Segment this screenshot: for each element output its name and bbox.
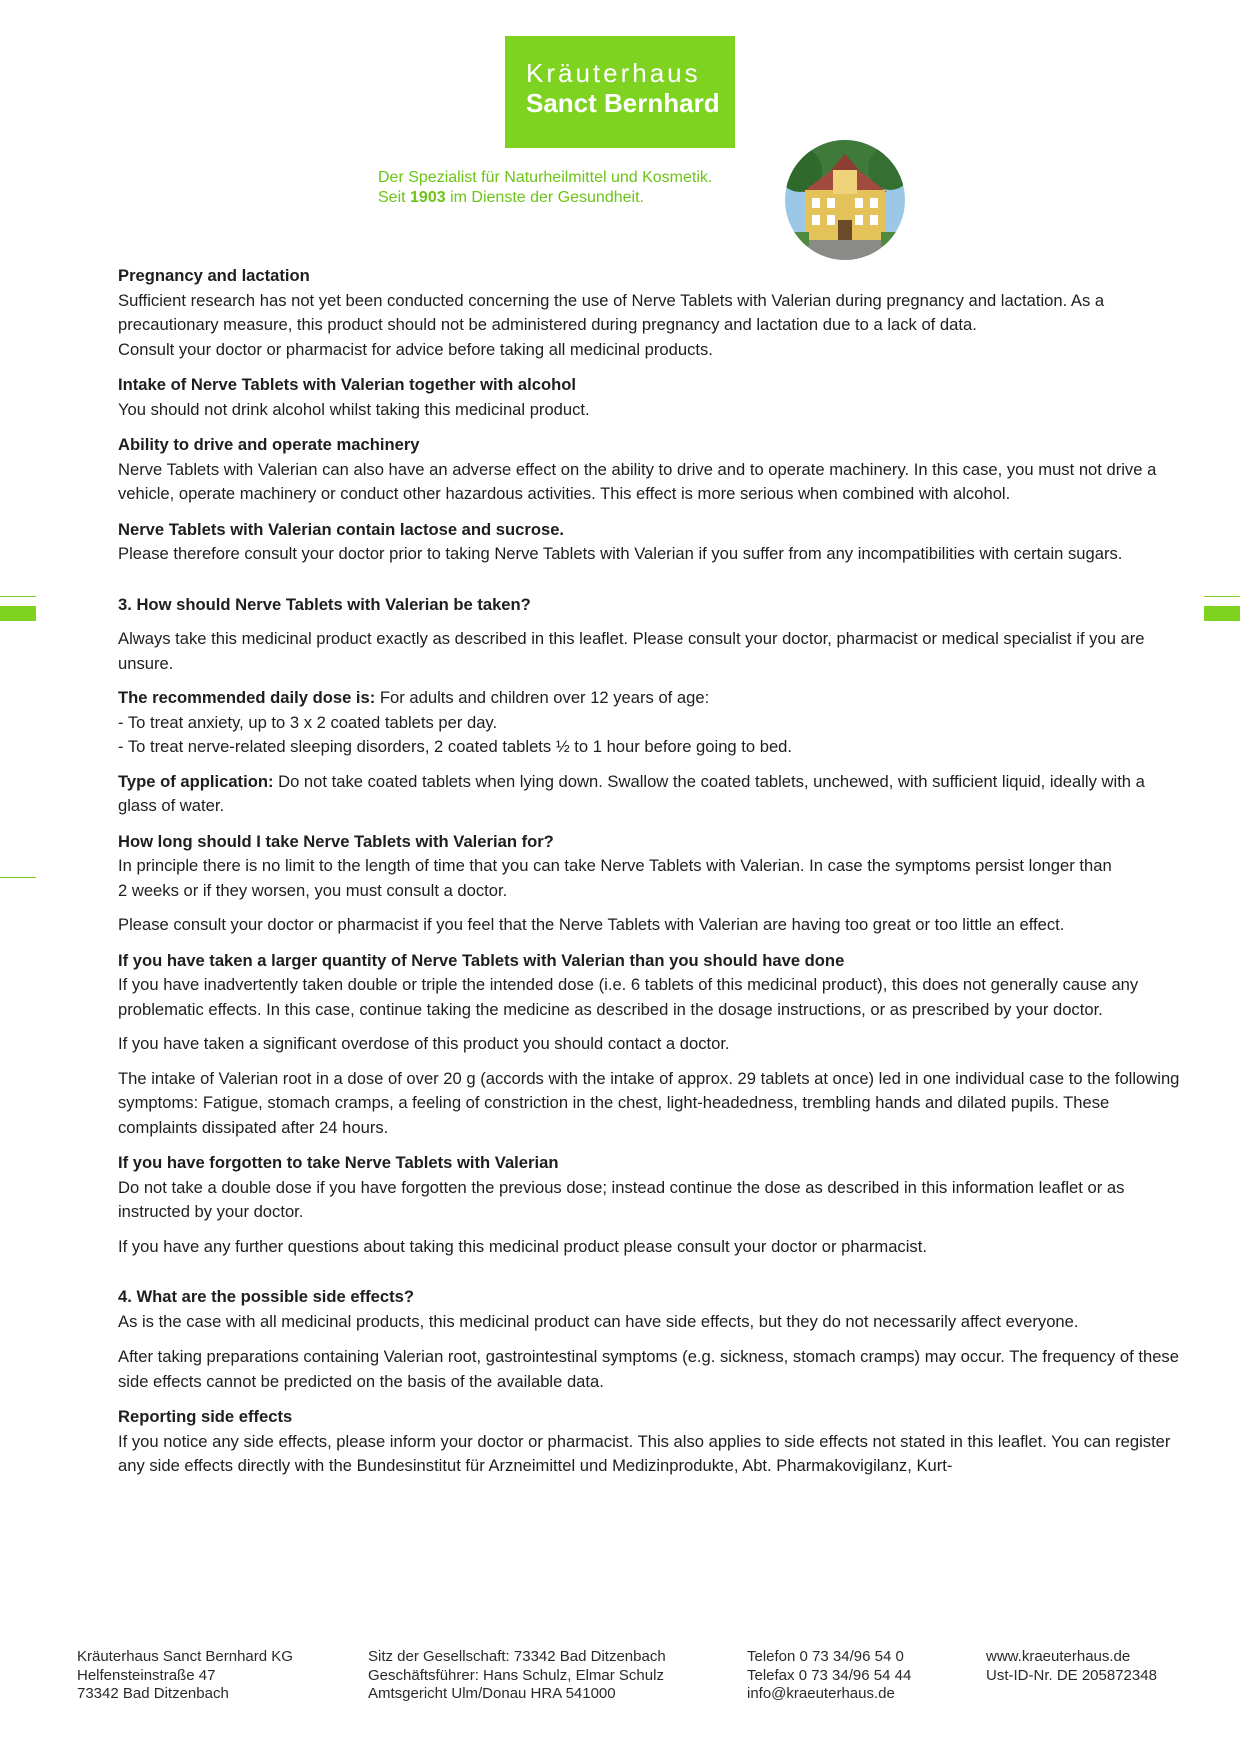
alcohol-text: You should not drink alcohol whilst taking this medicinal product.: [118, 399, 590, 419]
overdose-significant: If you have taken a significant overdose of this product you should contact a doctor.: [118, 1034, 730, 1053]
footer-web: [986, 1648, 1157, 1685]
footer-phone: Telefon 0 73 34/96 54 0: [747, 1648, 904, 1665]
how-taken-text: Always take this medicinal product exactly as described in this leaflet. Please consult your doctor, pharmacist or medical specialist if you are unsure.: [118, 629, 1145, 673]
dose-label: The recommended daily dose is:: [118, 688, 376, 707]
pregnancy-consult: Consult your doctor or pharmacist for advice before taking all medicinal products.: [118, 339, 713, 359]
margin-mark-left: [0, 606, 36, 621]
brand-name-line2: Sanct Bernhard: [526, 88, 720, 118]
how-long-heading: How long should I take Nerve Tablets with Valerian for?: [118, 831, 554, 851]
side-effects-valerian: After taking preparations containing Valerian root, gastrointestinal symptoms (e.g. sickness, stomach cramps) may occur. The frequency of these side effects cannot be predicted on the basis of the available data.: [118, 1347, 1179, 1391]
how-long-effect: Please consult your doctor or pharmacist if you feel that the Nerve Tablets with Valerian are having too great or too little an effect.: [118, 915, 1065, 934]
footer-email-link[interactable]: info@kraeuterhaus.de: [747, 1685, 895, 1702]
building-photo-image: [785, 140, 905, 260]
footer-vat-id: Ust-ID-Nr. DE 205872348: [986, 1666, 1157, 1684]
tagline-pre: Seit: [378, 189, 406, 206]
footer-company: [77, 1648, 293, 1704]
overdose-heading: If you have taken a larger quantity of Nerve Tablets with Valerian than you should have done: [118, 950, 845, 970]
tagline-line1: Der Spezialist für Naturheilmittel und Kosmetik.: [378, 169, 713, 186]
how-long-text-b: 2 weeks or if they worsen, you must consult a doctor.: [118, 880, 508, 900]
brand-name-line1: Kräuterhaus: [526, 58, 701, 88]
dose-item-sleep: - To treat nerve-related sleeping disorders, 2 coated tablets ½ to 1 hour before going to bed.: [118, 737, 793, 756]
forgotten-questions: If you have any further questions about taking this medicinal product please consult your doctor or pharmacist.: [118, 1236, 927, 1256]
margin-mark-left-lower: [0, 877, 36, 878]
footer-website-link[interactable]: www.kraeuterhaus.de: [986, 1648, 1131, 1665]
tagline-post: im Dienste der Gesundheit.: [450, 189, 644, 206]
footer-seat: Sitz der Gesellschaft: 73342 Bad Ditzenbach: [368, 1648, 666, 1665]
overdose-symptoms: The intake of Valerian root in a dose of over 20 g (accords with the intake of approx. 29 tablets at once) led in one individual case to the following symptoms: Fatigue, stomach cramps, a feeling of constriction in the chest, light-headedness, trembling hands and dilated pupils. These complaints dissipated after 24 hours.: [118, 1068, 1180, 1137]
lactose-text: Please therefore consult your doctor prior to taking Nerve Tablets with Valerian if you suffer from any incompatibilities with certain sugars.: [118, 544, 1123, 563]
tagline-line2: [378, 188, 778, 208]
margin-mark-right-thin: [1204, 596, 1240, 597]
lactose-heading: Nerve Tablets with Valerian contain lactose and sucrose.: [118, 519, 565, 539]
brand-logo: [505, 36, 735, 148]
footer-contact: [747, 1648, 911, 1704]
brand-tagline: [378, 168, 778, 208]
application-label: Type of application:: [118, 771, 274, 791]
side-effects-text: As is the case with all medicinal products, this medicinal product can have side effects, but they do not necessarily affect everyone.: [118, 1311, 1079, 1331]
footer-fax: Telefax 0 73 34/96 54 44: [747, 1666, 912, 1684]
forgotten-heading: If you have forgotten to take Nerve Tablets with Valerian: [118, 1153, 559, 1172]
footer-city: 73342 Bad Ditzenbach: [77, 1685, 229, 1702]
dose-item-anxiety: - To treat anxiety, up to 3 x 2 coated tablets per day.: [118, 712, 498, 732]
margin-mark-left-thin: [0, 596, 36, 597]
side-effects-heading: 4. What are the possible side effects?: [118, 1287, 415, 1306]
footer-company-name: Kräuterhaus Sanct Bernhard KG: [77, 1648, 293, 1665]
footer-street: Helfensteinstraße 47: [77, 1666, 216, 1684]
forgotten-text: Do not take a double dose if you have forgotten the previous dose; instead continue the dose as described in this information leaflet or as instructed by your doctor.: [118, 1177, 1125, 1221]
driving-text: Nerve Tablets with Valerian can also have an adverse effect on the ability to drive and to operate machinery. In this case, you must not drive a vehicle, operate machinery or conduct other hazardous activities. This effect is more serious when combined with alcohol.: [118, 459, 1157, 503]
dose-paragraph: [118, 686, 1180, 711]
pregnancy-text: Sufficient research has not yet been conducted concerning the use of Nerve Tablets with Valerian during pregnancy and lactation. As a precautionary measure, this product should not be administered during pregnancy and lactation due to a lack of data.: [118, 290, 1105, 334]
application-text: Do not take coated tablets when lying down. Swallow the coated tablets, unchewed, with sufficient liquid, ideally with a glass of water.: [118, 771, 1145, 815]
application-paragraph: [118, 770, 1180, 819]
footer-managers: Geschäftsführer: Hans Schulz, Elmar Schulz: [368, 1666, 664, 1684]
tagline-year: 1903: [410, 189, 446, 206]
driving-heading: Ability to drive and operate machinery: [118, 435, 420, 454]
footer-legal: [368, 1648, 666, 1704]
how-taken-heading: 3. How should Nerve Tablets with Valerian be taken?: [118, 594, 531, 614]
pregnancy-heading: Pregnancy and lactation: [118, 266, 310, 285]
building-photo: [785, 140, 905, 260]
overdose-text: If you have inadvertently taken double or triple the intended dose (i.e. 6 tablets of this medicinal product), this does not generally cause any problematic effects. In this case, continue taking the medicine as described in the dosage instructions, or as prescribed by your doctor.: [118, 975, 1139, 1019]
margin-mark-right: [1204, 606, 1240, 621]
dose-text: For adults and children over 12 years of age:: [375, 688, 710, 707]
alcohol-heading: Intake of Nerve Tablets with Valerian together with alcohol: [118, 375, 576, 394]
leaflet-body: [118, 264, 1180, 1479]
footer-court: Amtsgericht Ulm/Donau HRA 541000: [368, 1685, 616, 1702]
how-long-text-a: In principle there is no limit to the length of time that you can take Nerve Tablets with Valerian. In case the symptoms persist longer than: [118, 856, 1112, 875]
reporting-heading: Reporting side effects: [118, 1407, 293, 1426]
reporting-text: If you notice any side effects, please inform your doctor or pharmacist. This also applies to side effects not stated in this leaflet. You can register any side effects directly with the Bundesinstitut für Arzneimittel und Medizinprodukte, Abt. Pharmakovigilanz, Kurt-: [118, 1431, 1171, 1475]
